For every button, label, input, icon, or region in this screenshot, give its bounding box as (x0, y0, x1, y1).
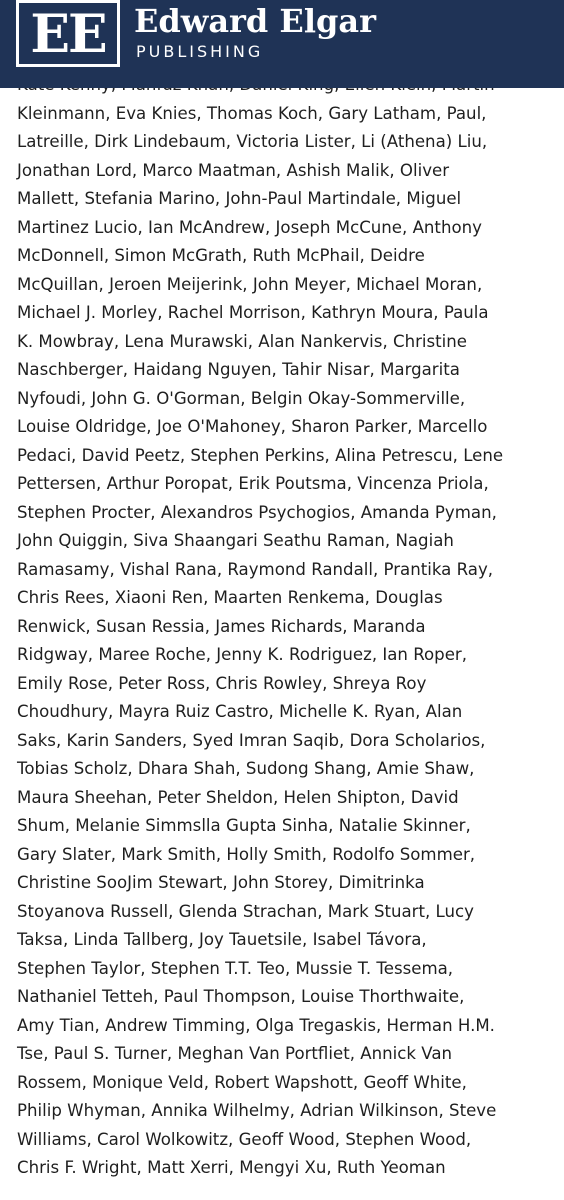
publisher-logo[interactable] (16, 0, 120, 67)
text-line: Ramasamy, Vishal Rana, Raymond Randall, Prantika Ray, (17, 559, 494, 579)
logo-mark: EE (30, 3, 106, 65)
text-line: Maura Sheehan, Peter Sheldon, Helen Shipton, David (17, 787, 459, 807)
text-line: Latreille, Dirk Lindebaum, Victoria Lister, Li (Athena) Liu, (17, 132, 488, 151)
text-line: Renwick, Susan Ressia, James Richards, Maranda (17, 616, 426, 636)
text-line: Jonathan Lord, Marco Maatman, Ashish Malik, Oliver (17, 160, 450, 180)
text-line: K. Mowbray, Lena Murawski, Alan Nankervis, Christine (17, 331, 468, 351)
text-line: Chris Rees, Xiaoni Ren, Maarten Renkema, Douglas (17, 588, 443, 607)
text-line: Gary Slater, Mark Smith, Holly Smith, Rodolfo Sommer, (17, 844, 476, 864)
publisher-header (0, 0, 564, 88)
text-line: Shum, Melanie Simmslla Gupta Sinha, Natalie Skinner, (17, 816, 471, 835)
text-line: Stephen Taylor, Stephen T.T. Teo, Mussie T. Tessema, (17, 958, 454, 978)
text-line: Nathaniel Tetteh, Paul Thompson, Louise Thorthwaite, (17, 987, 465, 1006)
text-line: Mallett, Stefania Marino, John-Paul Martindale, Miguel (17, 189, 462, 208)
text-line: Williams, Carol Wolkowitz, Geoff Wood, Stephen Wood, (17, 1129, 472, 1149)
text-line: Tobias Scholz, Dhara Shah, Sudong Shang, Amie Shaw, (17, 759, 475, 778)
text-line: Michael J. Morley, Rachel Morrison, Kathryn Moura, Paula (17, 303, 489, 322)
text-line: McQuillan, Jeroen Meijerink, John Meyer, Michael Moran, (17, 274, 483, 294)
text-line: McDonnell, Simon McGrath, Ruth McPhail, Deidre (17, 246, 425, 265)
text-line: Chris F. Wright, Matt Xerri, Mengyi Xu, Ruth Yeoman (17, 1158, 446, 1177)
text-line: Emily Rose, Peter Ross, Chris Rowley, Shreya Roy (17, 673, 427, 693)
text-line: Rossem, Monique Veld, Robert Wapshott, Geoff White, (17, 1072, 467, 1092)
brand-name: Edward Elgar (134, 2, 376, 40)
text-line: Nyfoudi, John G. O'Gorman, Belgin Okay-Sommerville, (17, 388, 466, 408)
text-line: Taksa, Linda Tallberg, Joy Tauetsile, Isabel Távora, (17, 930, 427, 949)
text-line: Amy Tian, Andrew Timming, Olga Tregaskis, Herman H.M. (17, 1015, 495, 1035)
text-line: Tse, Paul S. Turner, Meghan Van Portfliet, Annick Van (17, 1044, 452, 1063)
text-line: Pedaci, David Peetz, Stephen Perkins, Alina Petrescu, Lene (17, 445, 504, 465)
text-line: Stephen Procter, Alexandros Psychogios, Amanda Pyman, (17, 502, 497, 522)
text-line: Martinez Lucio, Ian McAndrew, Joseph McCune, Anthony (17, 217, 482, 237)
text-line: Christine SooJim Stewart, John Storey, Dimitrinka (17, 873, 425, 892)
text-line: Ridgway, Maree Roche, Jenny K. Rodriguez, Ian Roper, (17, 645, 467, 664)
text-line: Pettersen, Arthur Poropat, Erik Poutsma, Vincenza Priola, (17, 474, 489, 493)
text-line: Stoyanova Russell, Glenda Strachan, Mark Stuart, Lucy (17, 901, 474, 921)
text-line: Kleinmann, Eva Knies, Thomas Koch, Gary Latham, Paul, (17, 103, 487, 123)
brand-subtitle: PUBLISHING (136, 42, 264, 61)
text-line: John Quiggin, Siva Shaangari Seathu Raman, Nagiah (17, 531, 454, 550)
text-line: Saks, Karin Sanders, Syed Imran Saqib, Dora Scholarios, (17, 730, 486, 750)
text-line: Choudhury, Mayra Ruiz Castro, Michelle K. Ryan, Alan (17, 702, 463, 721)
text-line: Philip Whyman, Annika Wilhelmy, Adrian Wilkinson, Steve (17, 1101, 497, 1120)
text-line: Naschberger, Haidang Nguyen, Tahir Nisar, Margarita (17, 360, 460, 379)
text-line: Louise Oldridge, Joe O'Mahoney, Sharon Parker, Marcello (17, 417, 488, 436)
